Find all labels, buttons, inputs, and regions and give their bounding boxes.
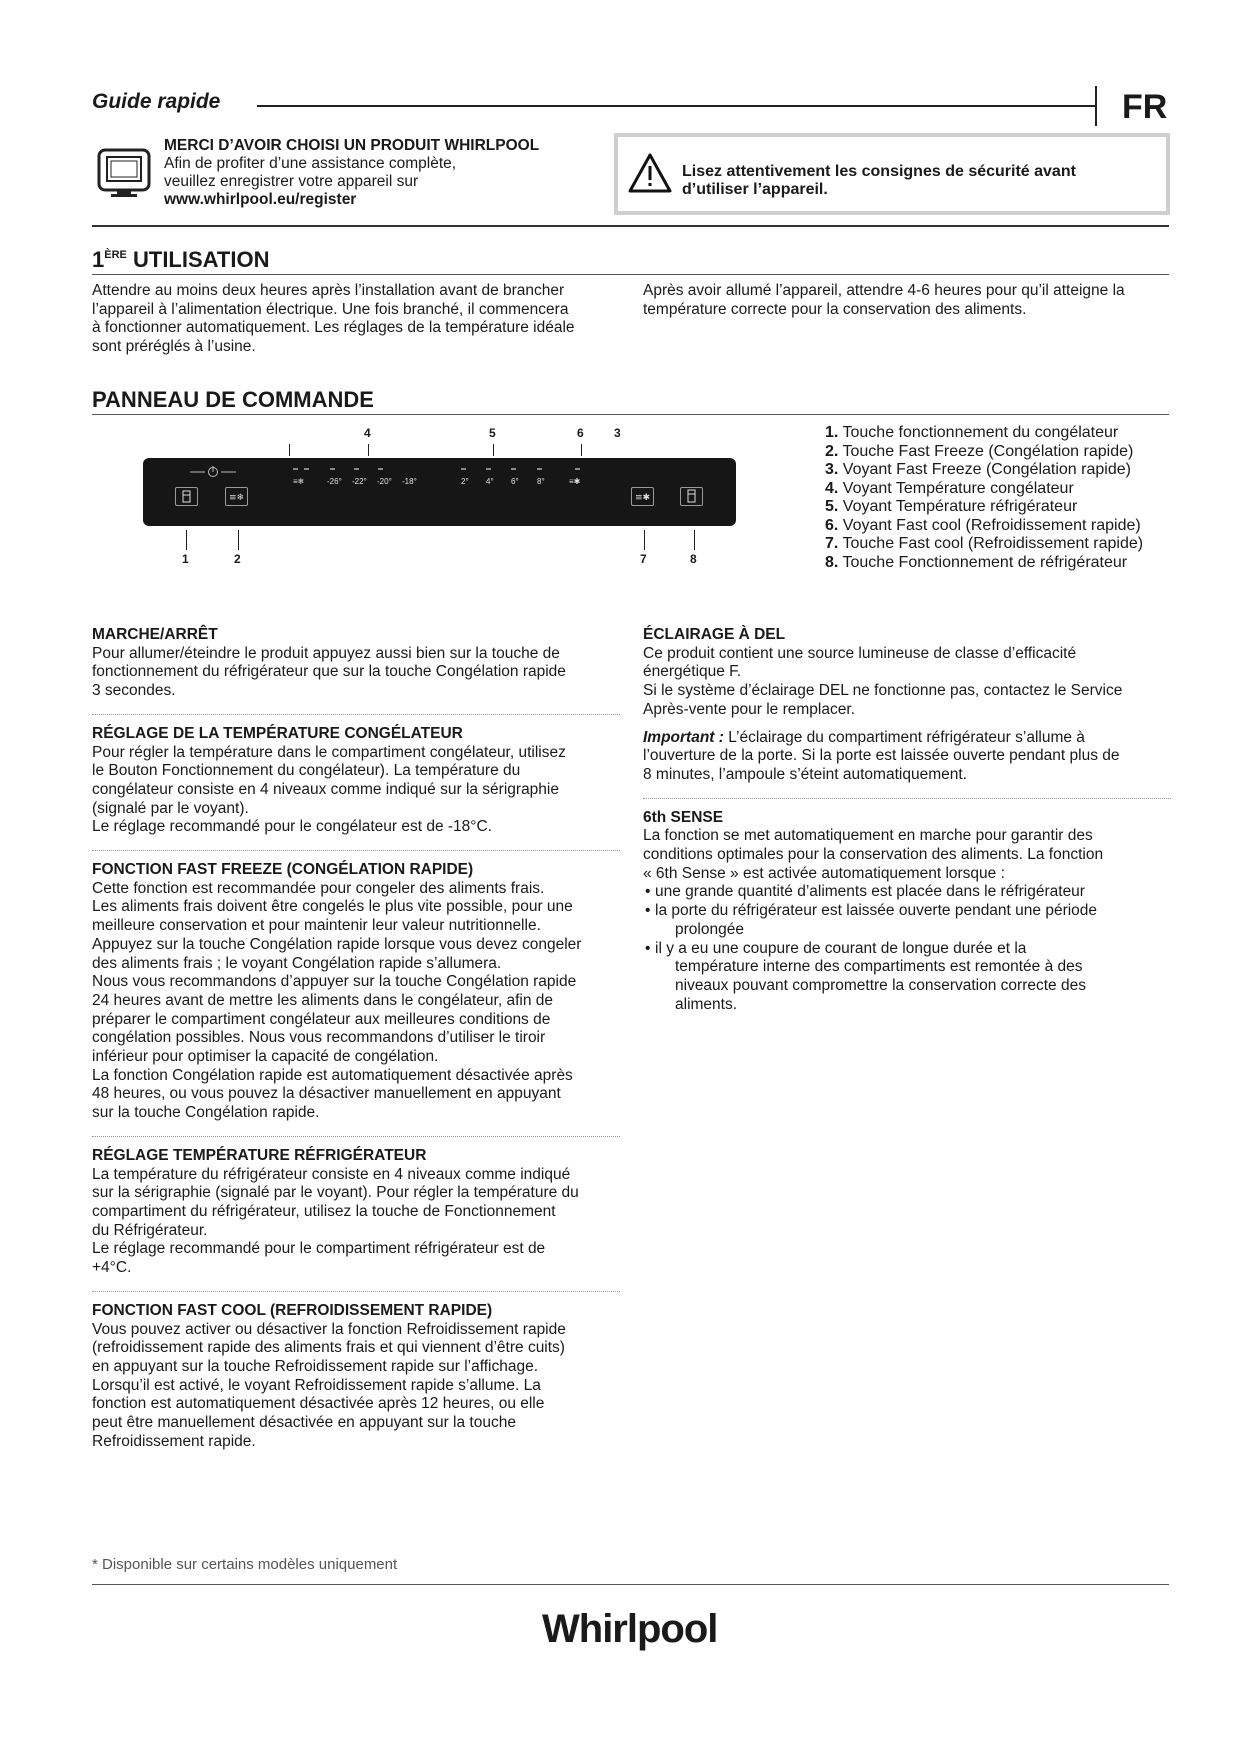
legend-num: 4. <box>825 479 839 497</box>
right-column <box>643 626 1173 1014</box>
freezer-temp-label: -18° <box>402 477 417 486</box>
legend-num: 1. <box>825 424 839 441</box>
fridge-temp-led <box>461 468 466 470</box>
registration-title: MERCI D’AVOIR CHOISI UN PRODUIT WHIRLPOOL <box>164 137 540 154</box>
section-rule <box>92 414 1169 415</box>
warning-line: d’utiliser l’appareil. <box>682 181 828 198</box>
legend-item <box>825 554 1143 573</box>
section-title: MARCHE/ARRÊT <box>92 626 218 643</box>
text-line: conditions optimales pour la conservation des aliments. La fonction <box>643 846 1104 864</box>
legend-text: Voyant Fast cool (Refroidissement rapide) <box>842 516 1141 534</box>
callout-7: 7 <box>640 552 647 566</box>
legend-item <box>825 480 1143 499</box>
freezer-temp-label: -26° <box>327 477 342 486</box>
text-line: sur la touche Congélation rapide. <box>92 1104 320 1122</box>
legend-text: Touche Fonctionnement de réfrigérateur <box>842 553 1128 571</box>
freezer-temp-led <box>330 468 335 470</box>
svg-text:≡✱: ≡✱ <box>635 493 651 503</box>
control-panel-legend <box>825 424 1143 572</box>
text-line: L’éclairage du compartiment réfrigérateur s’allume à <box>723 728 1085 746</box>
text-line: sont préréglés à l’usine. <box>92 338 256 356</box>
text-line: (signalé par le voyant). <box>92 799 249 817</box>
fridge-temp-led <box>486 468 491 470</box>
text-line: Nous vous recommandons d’appuyer sur la touche Congélation rapide <box>92 973 577 991</box>
callout-line <box>694 530 695 550</box>
legend-num: 3. <box>825 461 839 478</box>
fast-cool-led-label: ≡✱ <box>569 477 581 486</box>
legend-item <box>825 535 1143 554</box>
callout-4: 4 <box>364 426 371 440</box>
registration-text <box>164 137 539 209</box>
safety-warning-box <box>614 133 1170 215</box>
guide-title: Guide rapide <box>92 90 221 113</box>
fridge-temp-led <box>511 468 516 470</box>
fridge-temp-label: 8° <box>537 477 545 486</box>
text-line: Après avoir allumé l’appareil, attendre 4-6 heures pour qu’il atteigne la <box>643 282 1125 299</box>
callout-6: 6 <box>577 426 584 440</box>
callout-line <box>186 530 187 550</box>
fast-cool-icon <box>632 488 653 505</box>
section-body <box>92 1166 622 1278</box>
callout-8: 8 <box>690 552 697 566</box>
text-line: 3 secondes. <box>92 682 176 700</box>
control-panel-title: PANNEAU DE COMMANDE <box>92 387 374 412</box>
title-superscript: ÈRE <box>104 249 127 261</box>
text-line: du Réfrigérateur. <box>92 1221 208 1239</box>
text-line: énergétique F. <box>643 663 742 681</box>
warning-line: Lisez attentivement les consignes de sécurité avant <box>682 163 1076 180</box>
text-line: peut être manuellement désactivée en appuyant sur la touche <box>92 1414 516 1432</box>
callout-line <box>368 444 369 456</box>
text-line: +4°C. <box>92 1259 132 1277</box>
first-use-title <box>92 247 269 273</box>
text-line: Vous pouvez activer ou désactiver la fonction Refroidissement rapide <box>92 1320 566 1338</box>
legend-item <box>825 461 1143 480</box>
text-line: fonction est automatiquement désactivée après 12 heures, ou elle <box>92 1395 545 1413</box>
svg-text:≡❄: ≡❄ <box>229 493 245 503</box>
section-body <box>92 645 622 701</box>
text-line: La température du réfrigérateur consiste en 4 niveaux comme indiqué <box>92 1165 571 1183</box>
text-line: prolongée <box>675 920 744 938</box>
bullet-dot: • <box>645 902 651 920</box>
section-body <box>92 880 622 1123</box>
fridge-temp-label: 4° <box>486 477 494 486</box>
bullet-list <box>643 883 1173 1014</box>
brand-logo-text: Whirlpool <box>542 1607 718 1651</box>
legend-text: Voyant Température congélateur <box>842 479 1074 497</box>
important-label: Important : <box>643 728 724 746</box>
callout-3: 3 <box>614 426 621 440</box>
fast-cool-led <box>575 468 580 470</box>
fast-cool-button[interactable] <box>631 487 654 506</box>
section-title: FONCTION FAST COOL (REFROIDISSEMENT RAPIDE) <box>92 1301 493 1319</box>
text-line: La fonction Congélation rapide est automatiquement désactivée après <box>92 1066 573 1084</box>
text-line: température correcte pour la conservation des aliments. <box>643 300 1027 318</box>
section-body <box>643 645 1173 785</box>
text-line: Pour allumer/éteindre le produit appuyez aussi bien sur la touche de <box>92 644 560 662</box>
section-divider <box>92 1136 620 1137</box>
legend-text: Voyant Fast Freeze (Congélation rapide) <box>842 461 1131 478</box>
section-divider <box>643 798 1171 799</box>
registration-line: Afin de profiter d’une assistance complète, <box>164 155 457 172</box>
title-number: 1 <box>92 247 105 272</box>
text-line: (refroidissement rapide des aliments frais et qui viennent d’être cuits) <box>92 1339 565 1357</box>
legend-text: Touche Fast cool (Refroidissement rapide) <box>842 535 1144 552</box>
section-rule <box>92 274 1169 275</box>
bullet-item <box>643 940 1173 1015</box>
footer-rule <box>92 1584 1169 1585</box>
legend-num: 2. <box>825 442 839 460</box>
fridge-icon <box>681 488 702 505</box>
callout-5: 5 <box>489 426 496 440</box>
text-line: des aliments frais ; le voyant Congélation rapide s’allumera. <box>92 954 502 972</box>
callout-line <box>289 444 290 456</box>
text-line: congélateur consiste en 4 niveaux comme indiqué sur la sérigraphie <box>92 780 559 798</box>
text-line: Les aliments frais doivent être congelés le plus vite possible, pour une <box>92 898 573 916</box>
text-line: l’appareil à l’alimentation électrique. Une fois branché, il commencera <box>92 300 569 318</box>
section-divider <box>92 714 620 715</box>
freezer-temp-led <box>354 468 359 470</box>
section-divider <box>92 1291 620 1292</box>
legend-num: 6. <box>825 516 839 534</box>
freezer-temp-label: -22° <box>352 477 367 486</box>
callout-2: 2 <box>234 552 241 566</box>
first-use-left-text <box>92 282 632 357</box>
safety-warning-text <box>682 163 1132 199</box>
important-note <box>643 729 1173 748</box>
text-line: il y a eu une coupure de courant de longue durée et la <box>655 939 1027 957</box>
header-divider <box>1095 86 1097 126</box>
text-line: Si le système d’éclairage DEL ne fonctionne pas, contactez le Service <box>643 682 1123 700</box>
legend-num: 8. <box>825 553 839 571</box>
callout-1: 1 <box>182 552 189 566</box>
warning-triangle-icon <box>628 153 672 193</box>
legend-text: Voyant Température réfrigérateur <box>842 498 1078 515</box>
legend-item <box>825 424 1143 443</box>
text-line: 8 minutes, l’ampoule s’éteint automatiquement. <box>643 765 967 783</box>
text-line: aliments. <box>675 995 738 1013</box>
text-line: meilleure conservation et pour maintenir leur valeur nutritionnelle. <box>92 917 541 935</box>
section-title: 6th SENSE <box>643 808 724 826</box>
text-line: Attendre au moins deux heures après l’installation avant de brancher <box>92 282 565 299</box>
text-line: l’ouverture de la porte. Si la porte est laissée ouverte pendant plus de <box>643 747 1120 765</box>
section-title: ÉCLAIRAGE À DEL <box>643 626 786 643</box>
left-column <box>92 626 622 1451</box>
language-code: FR <box>1122 88 1168 126</box>
text-line: température interne des compartiments est remontée à des <box>675 958 1083 976</box>
callout-line <box>581 444 582 456</box>
freezer-temp-led <box>378 468 383 470</box>
text-line: Refroidissement rapide. <box>92 1432 256 1450</box>
legend-text: Touche fonctionnement du congélateur <box>842 424 1119 441</box>
computer-monitor-icon <box>97 148 155 200</box>
text-line: en appuyant sur la touche Refroidissement rapide sur l’affichage. <box>92 1357 539 1375</box>
power-icon <box>188 464 238 478</box>
section-divider <box>92 850 620 851</box>
header-rule <box>257 105 1097 107</box>
header-bottom-rule <box>92 225 1169 227</box>
whirlpool-logo <box>540 1600 726 1660</box>
text-line: Cette fonction est recommandée pour congeler des aliments frais. <box>92 879 545 897</box>
text-line: préparer le compartiment congélateur aux meilleures conditions de <box>92 1010 551 1028</box>
text-line: Pour régler la température dans le compartiment congélateur, utilisez <box>92 743 566 761</box>
legend-text: Touche Fast Freeze (Congélation rapide) <box>842 442 1134 460</box>
section-body <box>92 744 622 838</box>
text-line: Le réglage recommandé pour le compartiment réfrigérateur est de <box>92 1240 546 1258</box>
freezer-icon <box>176 488 197 505</box>
title-text: UTILISATION <box>126 247 270 272</box>
legend-item <box>825 517 1143 536</box>
text-line: Appuyez sur la touche Congélation rapide lorsque vous devez congeler <box>92 935 582 953</box>
text-line: Après-vente pour le remplacer. <box>643 700 855 718</box>
text-line: fonctionnement du réfrigérateur que sur la touche Congélation rapide <box>92 663 566 681</box>
text-line: Ce produit contient une source lumineuse de classe d’efficacité <box>643 644 1077 662</box>
legend-num: 5. <box>825 498 839 515</box>
fast-freeze-icon <box>226 488 247 505</box>
freezer-temp-led <box>304 468 309 470</box>
freezer-temp-label: -20° <box>377 477 392 486</box>
freezer-button[interactable] <box>175 487 198 506</box>
text-line: niveaux pouvant compromettre la conservation correcte des <box>675 976 1086 994</box>
first-use-right-text <box>643 282 1173 319</box>
section-title: FONCTION FAST FREEZE (CONGÉLATION RAPIDE) <box>92 861 474 879</box>
text-line: « 6th Sense » est activée automatiquement lorsque : <box>643 864 1005 882</box>
registration-url[interactable]: www.whirlpool.eu/register <box>164 191 357 208</box>
registration-line: veuillez enregistrer votre appareil sur <box>164 173 419 190</box>
fridge-temp-label: 2° <box>461 477 469 486</box>
text-line: 48 heures, ou vous pouvez la désactiver manuellement en appuyant <box>92 1085 561 1103</box>
fridge-temp-label: 6° <box>511 477 519 486</box>
text-line: à fonctionner automatiquement. Les réglages de la température idéale <box>92 319 575 337</box>
legend-item <box>825 498 1143 517</box>
text-line: 24 heures avant de mettre les aliments dans le congélateur, afin de <box>92 991 553 1009</box>
text-line: compartiment du réfrigérateur, utilisez la touche de Fonctionnement <box>92 1202 556 1220</box>
section-title: RÉGLAGE DE LA TEMPÉRATURE CONGÉLATEUR <box>92 724 463 742</box>
callout-line <box>238 530 239 550</box>
fast-freeze-led-label: ≡❄ <box>293 477 305 486</box>
text-line: une grande quantité d’aliments est placée dans le réfrigérateur <box>655 883 1085 901</box>
text-line: Lorsqu’il est activé, le voyant Refroidissement rapide s’allume. La <box>92 1376 541 1394</box>
bullet-dot: • <box>645 939 651 957</box>
section-body <box>643 827 1173 1014</box>
bullet-item <box>643 883 1173 902</box>
bullet-dot: • <box>645 883 651 901</box>
text-line: le Bouton Fonctionnement du congélateur). La température du <box>92 762 521 780</box>
text-line: la porte du réfrigérateur est laissée ouverte pendant une période <box>655 902 1098 920</box>
legend-num: 7. <box>825 535 839 552</box>
bullet-item <box>643 902 1173 939</box>
fridge-button[interactable] <box>680 487 703 506</box>
callout-line <box>493 444 494 456</box>
fast-freeze-led <box>293 468 298 470</box>
fridge-temp-led <box>537 468 542 470</box>
text-line: La fonction se met automatiquement en marche pour garantir des <box>643 827 1093 845</box>
callout-line <box>644 530 645 550</box>
text-line: inférieur pour optimiser la capacité de congélation. <box>92 1048 439 1066</box>
control-panel-display <box>143 458 736 526</box>
footnote: * Disponible sur certains modèles uniquement <box>92 1556 398 1573</box>
text-line: sur la sérigraphie (signalé par le voyant). Pour régler la température du <box>92 1184 579 1202</box>
text-line: congélation possibles. Nous vous recommandons d’utiliser le tiroir <box>92 1029 546 1047</box>
section-title: RÉGLAGE TEMPÉRATURE RÉFRIGÉRATEUR <box>92 1146 427 1164</box>
text-line: Le réglage recommandé pour le congélateur est de -18°C. <box>92 818 492 836</box>
legend-item <box>825 443 1143 462</box>
section-body <box>92 1321 622 1452</box>
fast-freeze-button[interactable] <box>225 487 248 506</box>
